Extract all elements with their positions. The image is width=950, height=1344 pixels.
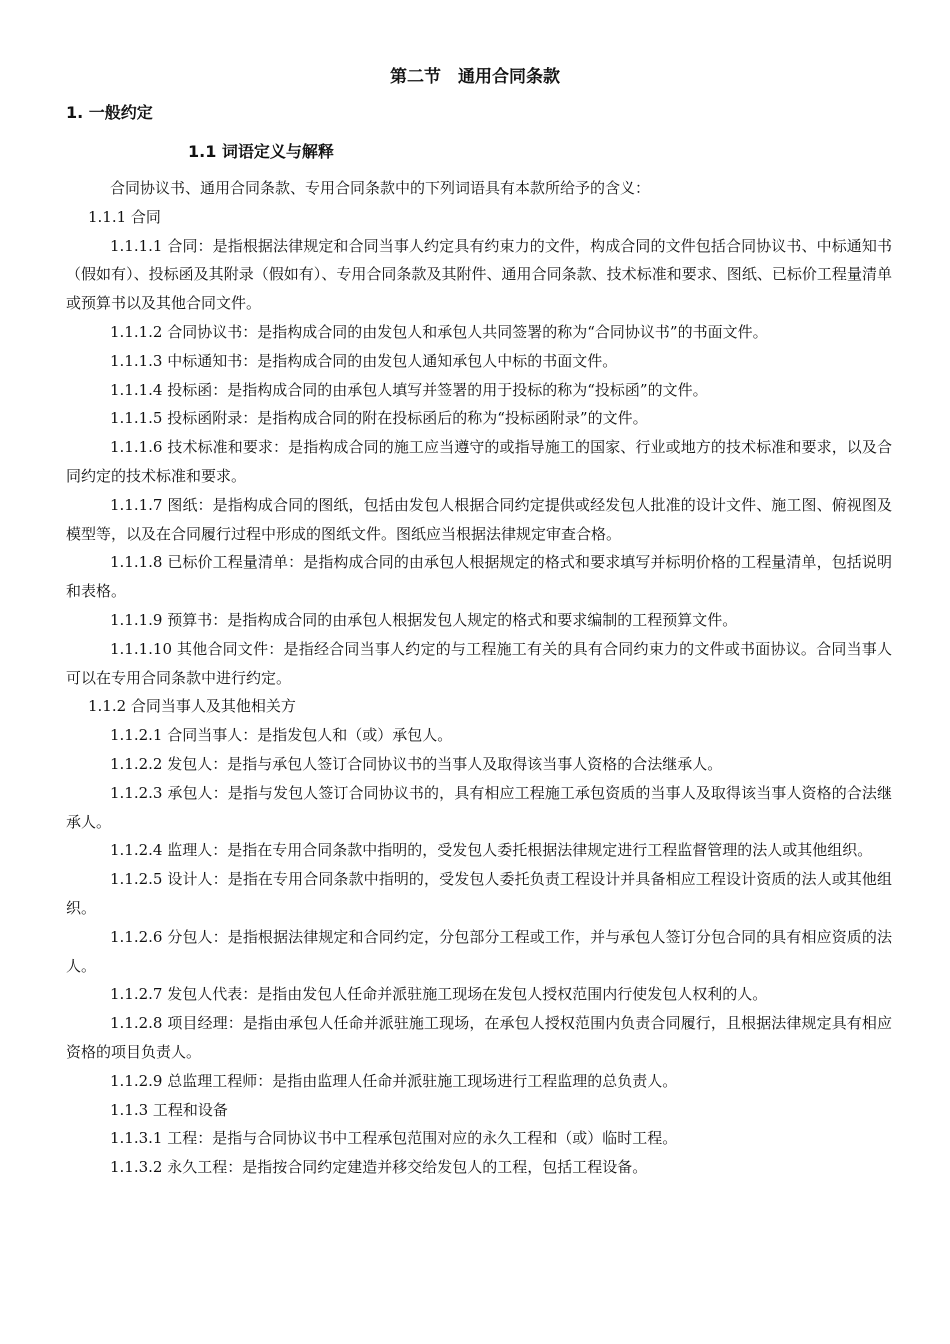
clause-paragraph: 1.1.3.1 工程：是指与合同协议书中工程承包范围对应的永久工程和（或）临时工程。 [110, 1129, 678, 1148]
clause-paragraph: 1.1.1.2 合同协议书：是指构成合同的由发包人和承包人共同签署的称为“合同协议书”的书面文件。 [110, 322, 768, 341]
document-body [66, 174, 892, 1182]
subsection-heading-definitions: 1.1 词语定义与解释 [188, 142, 334, 161]
clause-paragraph: 1.1.2.3 承包人：是指与发包人签订合同协议书的，具有相应工程施工承包资质的当事人及取得该当事人资格的合法继承人。 [66, 783, 892, 831]
clause-paragraph: 1.1.1.3 中标通知书：是指构成合同的由发包人通知承包人中标的书面文件。 [110, 351, 618, 370]
clause-heading: 1.1.1 合同 [88, 207, 161, 226]
clause-paragraph: 1.1.1.6 技术标准和要求：是指构成合同的施工应当遵守的或指导施工的国家、行业或地方的技术标准和要求，以及合同约定的技术标准和要求。 [66, 438, 892, 485]
section-heading-general: 1. 一般约定 [66, 103, 153, 122]
clause-paragraph: 1.1.1.4 投标函：是指构成合同的由承包人填写并签署的用于投标的称为“投标函”的文件。 [110, 380, 708, 399]
clause-paragraph: 1.1.1.8 已标价工程量清单：是指构成合同的由承包人根据规定的格式和要求填写并标明价格的工程量清单，包括说明和表格。 [66, 553, 892, 601]
clause-paragraph: 1.1.1.10 其他合同文件：是指经合同当事人约定的与工程施工有关的具有合同约束力的文件或书面协议。合同当事人可以在专用合同条款中进行约定。 [66, 639, 892, 687]
clause-paragraph: 1.1.1.7 图纸：是指构成合同的图纸，包括由发包人根据合同约定提供或经发包人批准的设计文件、施工图、俯视图及模型等，以及在合同履行过程中形成的图纸文件。图纸应当根据法律规定审查合格。 [66, 495, 892, 543]
clause-heading: 1.1.2 合同当事人及其他相关方 [88, 697, 296, 716]
clause-paragraph: 1.1.2.6 分包人：是指根据法律规定和合同约定，分包部分工程或工作，并与承包人签订分包合同的具有相应资质的法人。 [66, 927, 892, 975]
clause-paragraph: 1.1.2.5 设计人：是指在专用合同条款中指明的，受发包人委托负责工程设计并具备相应工程设计资质的法人或其他组织。 [66, 870, 892, 917]
clause-paragraph: 1.1.2.8 项目经理：是指由承包人任命并派驻施工现场，在承包人授权范围内负责合同履行，且根据法律规定具有相应资格的项目负责人。 [66, 1014, 892, 1061]
clause-paragraph: 合同协议书、通用合同条款、专用合同条款中的下列词语具有本款所给予的含义： [110, 179, 651, 197]
clause-paragraph: 1.1.1.9 预算书：是指构成合同的由承包人根据发包人规定的格式和要求编制的工程预算文件。 [110, 610, 738, 629]
clause-paragraph: 1.1.2.7 发包人代表：是指由发包人任命并派驻施工现场在发包人授权范围内行使发包人权利的人。 [110, 985, 768, 1004]
page-title: 第二节 通用合同条款 [390, 67, 560, 87]
clause-paragraph: 1.1.1.5 投标函附录：是指构成合同的附在投标函后的称为“投标函附录”的文件。 [110, 409, 648, 428]
clause-paragraph: 1.1.3 工程和设备 [110, 1100, 228, 1119]
clause-paragraph: 1.1.1.1 合同：是指根据法律规定和合同当事人约定具有约束力的文件，构成合同的文件包括合同协议书、中标通知书（假如有）、投标函及其附录（假如有）、专用合同条款及其附件、通用合同条款、技术标准和要求、图纸、已标价工程量清单或预算书以及其他合同文件。 [66, 236, 892, 313]
clause-paragraph: 1.1.2.4 监理人：是指在专用合同条款中指明的，受发包人委托根据法律规定进行工程监督管理的法人或其他组织。 [110, 841, 873, 860]
clause-paragraph: 1.1.2.1 合同当事人：是指发包人和（或）承包人。 [110, 726, 453, 745]
clause-paragraph: 1.1.3.2 永久工程：是指按合同约定建造并移交给发包人的工程，包括工程设备。 [110, 1158, 648, 1177]
clause-paragraph: 1.1.2.9 总监理工程师：是指由监理人任命并派驻施工现场进行工程监理的总负责人。 [110, 1071, 678, 1090]
clause-paragraph: 1.1.2.2 发包人：是指与承包人签订合同协议书的当事人及取得该当事人资格的合法继承人。 [110, 754, 723, 773]
